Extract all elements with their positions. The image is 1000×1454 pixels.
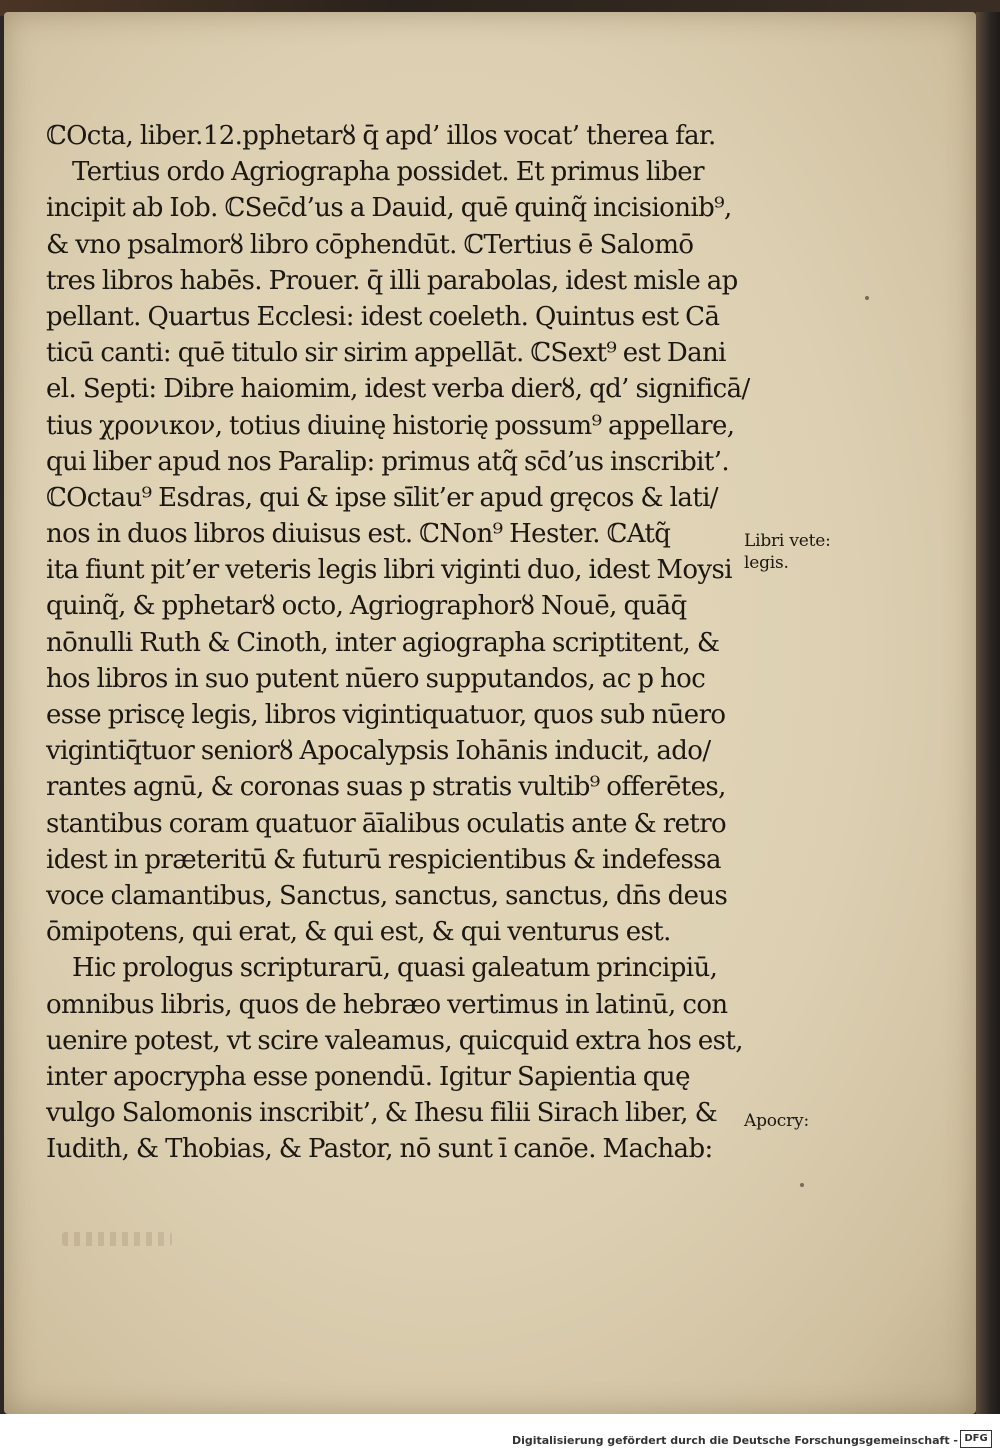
dfg-logo: DFG [960,1430,992,1448]
text-line-4: & vno psalmorȣ libro cōphendūt. ℂTertius ē Salomō [46,229,694,260]
text-line-16: hos libros in suo putent nūero supputandos, ac p hoc [46,663,706,694]
text-line-13: ita fiunt pit’er veteris legis libri viginti duo, idest Moysi [46,555,732,586]
text-line-3: incipit ab Iob. ℂSec̄d’us a Dauid, quē quinq̃ incisionib⁹, [46,193,732,224]
text-line-7: ticū canti: quē titulo sir sirim appellāt. ℂSext⁹ est Dani [46,338,726,369]
margin-note-apocrypha: Apocry: [744,1111,809,1131]
margin-note-libri-veteris-legis [744,530,854,574]
text-line-17: esse priscę legis, libros vigintiquatuor, quos sub nūero [46,700,726,730]
margin-note-line: Libri vete: [744,531,831,551]
text-line-2: Tertius ordo Agriographa possidet. Et primus liber [72,157,704,188]
text-line-9: tius χρονικον, totius diuinę historię possum⁹ appellare, [46,410,735,441]
footer-credit: Digitalisierung gefördert durch die Deutsche Forschungsgemeinschaft - [511,1434,958,1447]
text-line-12: nos in duos libros diuisus est. ℂNon⁹ Hester. ℂAtq̃ [46,519,671,550]
text-line-19: rantes agnū, & coronas suas p stratis vultib⁹ offerētes, [46,772,726,803]
margin-note-line: legis. [744,553,789,573]
text-line-18: vigintiq̄tuor seniorȣ Apocalypsis Iohānis inducit, ado/ [46,736,711,767]
text-line-21: idest in præteritū & futurū respicientibus & indefessa [46,844,721,875]
text-line-5: tres libros habēs. Prouer. q̄ illi parabolas, idest misle ap [46,265,738,296]
text-line-11: ℂOctau⁹ Esdras, qui & ipse sīlit’er apud gręcos & lati/ [46,482,718,513]
text-line-14: quinq̃, & pphetarȣ octo, Agriographorȣ Nouē, quāq̄ [46,591,687,622]
faint-bleed-through-marks [62,1232,172,1246]
paper-spot [865,296,869,300]
book-right-edge [976,12,1000,1414]
text-line-25: omnibus libris, quos de hebræo vertimus in latinū, con [46,989,728,1020]
text-line-29: Iudith, & Thobias, & Pastor, nō sunt ī canōe. Machab: [46,1134,713,1165]
text-line-20: stantibus coram quatuor āīalibus oculatis ante & retro [46,808,727,839]
text-line-15: nōnulli Ruth & Cinoth, inter agiographa scriptitent, & [46,627,720,658]
main-text-column [46,118,750,1167]
text-line-1: ℂOcta, liber.12.pphetarȣ q̄ apd’ illos vocat’ therea far. [46,121,716,151]
text-line-26: uenire potest, vt scire valeamus, quicquid extra hos est, [46,1025,743,1056]
text-line-8: el. Septi: Dibre haiomim, idest verba dierȣ, qd’ significā/ [46,374,750,405]
paper-spot [800,1183,804,1187]
text-line-23: ōmipotens, qui erat, & qui est, & qui venturus est. [46,917,671,948]
text-line-6: pellant. Quartus Ecclesi: idest coeleth. Quintus est Cā [46,301,720,332]
text-line-10: qui liber apud nos Paralip: primus atq̃ sc̄d’us inscribit’. [46,446,730,477]
text-line-27: inter apocrypha esse ponendū. Igitur Sapientia quę [46,1061,690,1092]
text-line-22: voce clamantibus, Sanctus, sanctus, sanctus, dn̄s deus [46,880,728,911]
text-line-24: Hic prologus scripturarū, quasi galeatum principiū, [72,953,718,984]
text-line-28: vulgo Salomonis inscribit’, & Ihesu filii Sirach liber, & [46,1098,718,1129]
